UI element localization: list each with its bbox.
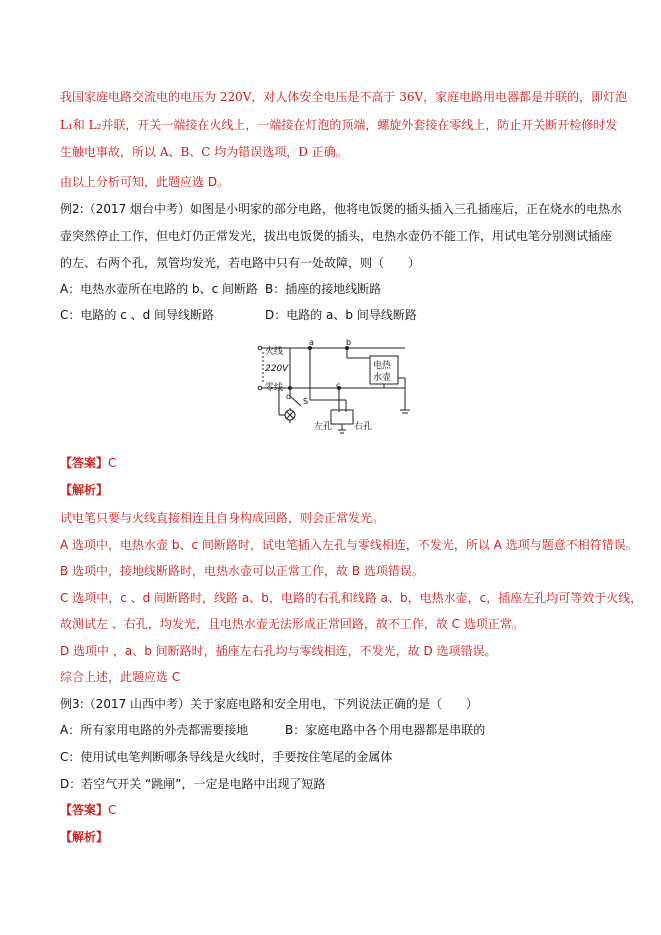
- analysis-line-1: 试电笔只要与火线直接相连且自身构成回路，则会正常发光。: [60, 511, 385, 525]
- label-switch: S: [303, 397, 309, 406]
- label-left-hole: 左孔: [314, 422, 333, 432]
- example3-option-c: C：使用试电笔判断哪条导线是火线时，手要按住笔尾的金属体: [60, 750, 393, 764]
- intro-conclusion: 由以上分析可知，此题应选 D。: [60, 175, 230, 189]
- example2-option-d: D：电路的 a、b 间导线断路: [265, 308, 417, 322]
- label-a: a: [309, 338, 314, 347]
- label-d: d: [286, 392, 292, 401]
- label-c: c: [336, 381, 341, 390]
- label-voltage: 220V: [265, 364, 289, 374]
- example2-stem-2: 壶突然停止工作，但电灯仍正常发光，拔出电饭煲的插头，电热水壶仍不能工作，用试电笔分别测试插座: [60, 229, 613, 243]
- intro-line-3: 生触电事故，所以 A、B、C 均为错误选项，D 正确。: [60, 145, 348, 159]
- example2-option-a: A：电热水壶所在电路的 b、c 间断路: [60, 282, 259, 296]
- example3-answer: [60, 802, 116, 818]
- intro-line-2: L₁和 L₂并联，开关一端接在火线上，一端接在灯泡的顶端，螺旋外套接在零线上，防止开关断开检修时发: [60, 118, 618, 132]
- analysis-line-3: B 选项中，接地线断路时，电热水壶可以正常工作，故 B 选项错误。: [60, 564, 424, 578]
- example3-analysis-tag: [60, 829, 108, 845]
- example3-option-d: D：若空气开关 “跳闸”，一定是电路中出现了短路: [60, 777, 326, 791]
- intro-line-1: 我国家庭电路交流电的电压为 220V，对人体安全电压是不高于 36V，家庭电路用电器都是并联的，即灯泡: [60, 90, 628, 104]
- example3-option-b: B：家庭电路中各个用电器都是串联的: [285, 723, 486, 737]
- example2-answer: [60, 455, 116, 471]
- answer-tag-3: 【答案】: [60, 803, 109, 817]
- analysis-line-2: A 选项中，电热水壶 b、c 间断路时，试电笔插入左孔与零线相连，不发光，所以 A 选项与题意不相符错误。: [60, 538, 638, 552]
- analysis-line-7: 综合上述，此题应选 C: [60, 670, 181, 684]
- example2-stem-3: 的左、右两个孔，氖管均发光，若电路中只有一处故障，则（ ）: [60, 256, 421, 270]
- example2-option-c: C：电路的 c 、d 间导线断路: [60, 308, 215, 322]
- example3-stem: 例3:（2017 山西中考）关于家庭电路和安全用电，下列说法正确的是（ ）: [60, 697, 479, 711]
- example2-analysis-tag: [60, 482, 108, 498]
- label-kettle-2: 水壶: [373, 373, 392, 383]
- answer-value-3: C: [108, 803, 117, 817]
- label-right-hole: 右孔: [354, 422, 373, 432]
- label-neutral-wire: 零线: [265, 383, 284, 393]
- answer-value: C: [108, 456, 117, 470]
- label-fire-wire: 火线: [265, 347, 284, 357]
- analysis-tag-3: 【解析】: [60, 830, 109, 844]
- analysis-tag: 【解析】: [60, 483, 109, 497]
- analysis-line-4: C 选项中，c 、d 间断路时，线路 a、b，电路的右孔和线路 a、b，电热水壶，c，插座左孔均可等效于火线，: [60, 591, 643, 605]
- label-kettle-1: 电热: [373, 361, 392, 371]
- analysis-line-5: 故测试左 、右孔，均发光，且电热水壶无法形成正常回路，故不工作，故 C 选项正常。: [60, 617, 524, 631]
- example3-option-a: A：所有家用电路的外壳都需要接地: [60, 723, 249, 737]
- answer-tag: 【答案】: [60, 456, 109, 470]
- example2-option-b: B：插座的接地线断路: [265, 282, 382, 296]
- example2-stem-1: 例2:（2017 烟台中考）如图是小明家的部分电路，他将电饭煲的插头插入三孔插座后，正在烧水的电热水: [60, 202, 623, 216]
- label-b: b: [346, 338, 352, 347]
- analysis-line-6: D 选项中 ，a、b 间断路时，插座左右孔均与零线相连，不发光，故 D 选项错误。: [60, 644, 497, 658]
